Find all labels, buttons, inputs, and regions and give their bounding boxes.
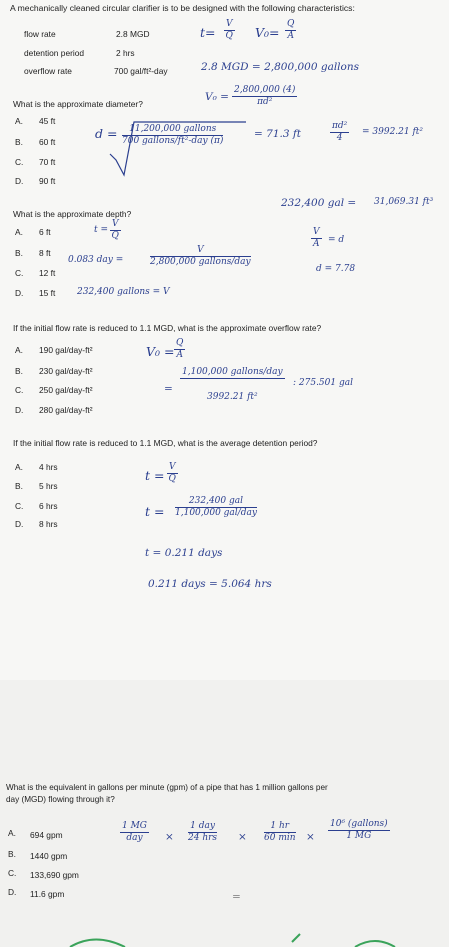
q3-option-d-text: 280 gal/day-ft² [39,405,93,415]
hw-t-days: t = 0.211 days [145,547,223,559]
q4-option-a-text: 4 hrs [39,462,58,472]
hw-vo-fraction [285,20,296,41]
hw-times-1: × [165,831,174,843]
hw-ovf-num: 1,100,000 gallons/day [182,367,283,377]
char-value-flow-rate: 2.8 MGD [116,29,150,39]
char-label-overflow: overflow rate [24,66,72,76]
question-2-text: What is the approximate depth? [13,209,132,219]
hw-equals-sign: = [232,891,241,903]
q5-option-a-text: 694 gpm [30,830,63,840]
q2-option-c-letter: C. [15,268,24,278]
q5-option-d-letter: D. [8,887,17,897]
hw-t-eq2: t = [94,225,109,235]
char-value-overflow: 700 gal/ft²-day [114,66,168,76]
hw-vo2-den: A [176,350,183,360]
hw-gallons-v: 232,400 gallons = V [77,287,170,297]
hw-t-num2: V [112,219,119,229]
q3-option-a-text: 190 gal/day-ft² [39,345,93,355]
q4-option-d-text: 8 hrs [39,519,58,529]
hw-t3-num: V [169,462,176,472]
hw-c2-den: 24 hrs [188,833,218,843]
q2-option-b-text: 8 ft [39,248,51,258]
q2-option-d-text: 15 ft [39,288,56,298]
hw-t-fraction [224,20,235,41]
hw-circle-area-fraction [330,122,349,143]
hw-area-result: = 3992.21 ft² [362,127,424,137]
hw-conv-3 [264,822,296,843]
q5-option-a-letter: A. [8,828,16,838]
hw-depth-result: d = 7.78 [316,264,356,274]
q3-option-d-letter: D. [15,405,24,415]
hw-times-3: × [306,831,315,843]
q4-option-d-letter: D. [15,519,24,529]
q3-option-b-letter: B. [15,366,23,376]
hw-conv-4 [328,820,390,841]
hw-days-to-hours: 0.211 days = 5.064 hrs [148,578,272,590]
hw-v-num: V [150,246,251,257]
hw-v-den: 2,800,000 gallons/day [150,257,251,267]
q3-option-c-text: 250 gal/day-ft² [39,385,93,395]
hw-vo-den: A [287,31,294,41]
hw-d-den: 700 gallons/ft²-day (π) [122,136,224,146]
hw-t-den: Q [225,31,233,41]
hw-conv-1 [120,822,149,843]
q5-option-c-letter: C. [8,868,17,878]
hw-days: 0.083 day = [68,255,124,265]
hw-vo-num: Q [287,19,295,29]
q1-option-b-text: 60 ft [39,137,56,147]
hw-va-fraction [311,228,322,249]
char-label-detention: detention period [24,48,85,58]
hw-vo2-eq: V₀ = [146,344,175,359]
bottom-scribble-marks [0,930,449,947]
q2-option-d-letter: D. [15,288,24,298]
hw-conv-2 [188,822,217,843]
q1-option-d-letter: D. [15,176,24,186]
hw-c1-den: day [126,833,143,843]
hw-c2-num: 1 day [188,822,217,833]
hw-t-eq: t= [200,25,216,40]
hw-t3-eq: t = [145,468,165,483]
q4-option-b-letter: B. [15,481,23,491]
hw-c4-den: 1 MG [346,831,372,841]
q1-option-a-text: 45 ft [39,116,56,126]
q2-option-a-text: 6 ft [39,227,51,237]
hw-area-num: πd² [332,121,348,131]
hw-va-num: V [313,227,320,237]
q5-option-d-text: 11.6 gpm [30,889,65,899]
hw-va-den: A [313,239,320,249]
q5-option-c-text: 133,690 gpm [30,870,79,880]
q1-option-d-text: 90 ft [39,176,56,186]
hw-c3-num: 1 hr [264,822,296,833]
hw-va-eq: = d [328,235,345,245]
hw-c4-num: 10⁶ (gallons) [330,819,388,829]
hw-a-num: 2,800,000 (4) [234,85,296,95]
q5-option-b-letter: B. [8,849,16,859]
char-label-flow-rate: flow rate [24,29,56,39]
question-4-text: If the initial flow rate is reduced to 1.1 MGD, what is the average detention period? [13,438,318,448]
q4-option-c-text: 6 hrs [39,501,58,511]
question-5-line-2: day (MGD) flowing through it? [6,795,115,804]
hw-vo-symbol: V₀ = [205,91,229,103]
hw-area-den: 4 [336,133,343,143]
hw-a-den: πd² [257,97,273,107]
hw-t-fraction-2 [110,220,121,241]
hw-t4-num: 232,400 gal [175,497,257,508]
hw-t4-eq: t = [145,504,165,519]
hw-volume-fraction [150,246,251,267]
question-1-text: What is the approximate diameter? [13,99,143,109]
hw-c3-den: 60 min [264,833,296,843]
q1-option-c-text: 70 ft [39,157,56,167]
q2-option-c-text: 12 ft [39,268,56,278]
question-5-line-1: What is the equivalent in gallons per minute (gpm) of a pipe that has 1 million gallons per [6,783,328,792]
hw-volume-ft3: 31,069.31 ft³ [374,197,434,207]
hw-t4-fraction [175,497,257,518]
q1-option-a-letter: A. [15,116,23,126]
hw-d-eq: d = [95,126,118,141]
problem-header: A mechanically cleaned circular clarifier is to be designed with the following characteristics: [10,3,355,13]
hw-area-fraction [232,86,297,107]
q1-option-b-letter: B. [15,137,23,147]
hw-d-num: 11,200,000 gallons [122,125,223,136]
hw-t3-den: Q [168,474,176,484]
hw-ovf-eq: = [164,383,173,395]
q2-option-a-letter: A. [15,227,23,237]
q2-option-b-letter: B. [15,248,23,258]
q1-option-c-letter: C. [15,157,24,167]
hw-t3-fraction [167,463,178,484]
hw-ovf-den: 3992.21 ft² [207,392,258,402]
hw-c1-num: 1 MG [122,821,147,831]
q3-option-c-letter: C. [15,385,24,395]
char-value-detention: 2 hrs [116,48,135,58]
hw-vo2-num: Q [176,338,184,348]
hw-volume: 232,400 gal = [281,197,357,209]
q3-option-a-letter: A. [15,345,23,355]
worksheet-page-2 [0,680,449,947]
q4-option-b-text: 5 hrs [39,481,58,491]
q3-option-b-text: 230 gal/day-ft² [39,366,93,376]
hw-ovf-result: : 275.501 gal [293,378,353,388]
q4-option-a-letter: A. [15,462,23,472]
hw-vo-eq: V₀= [255,25,280,40]
hw-d-result: = 71.3 ft [254,128,301,140]
question-3-text: If the initial flow rate is reduced to 1.1 MGD, what is the approximate overflow rate? [13,323,322,333]
hw-t-num: V [226,19,233,29]
hw-t-den2: Q [111,231,119,241]
hw-ovf-fraction [180,368,285,402]
q5-option-b-text: 1440 gpm [30,851,68,861]
q4-option-c-letter: C. [15,501,24,511]
hw-t4-den: 1,100,000 gal/day [175,508,257,518]
hw-times-2: × [238,831,247,843]
hw-d-fraction [122,125,223,146]
hw-flow-conversion: 2.8 MGD = 2,800,000 gallons [201,61,360,73]
hw-vo2-fraction [174,339,185,360]
